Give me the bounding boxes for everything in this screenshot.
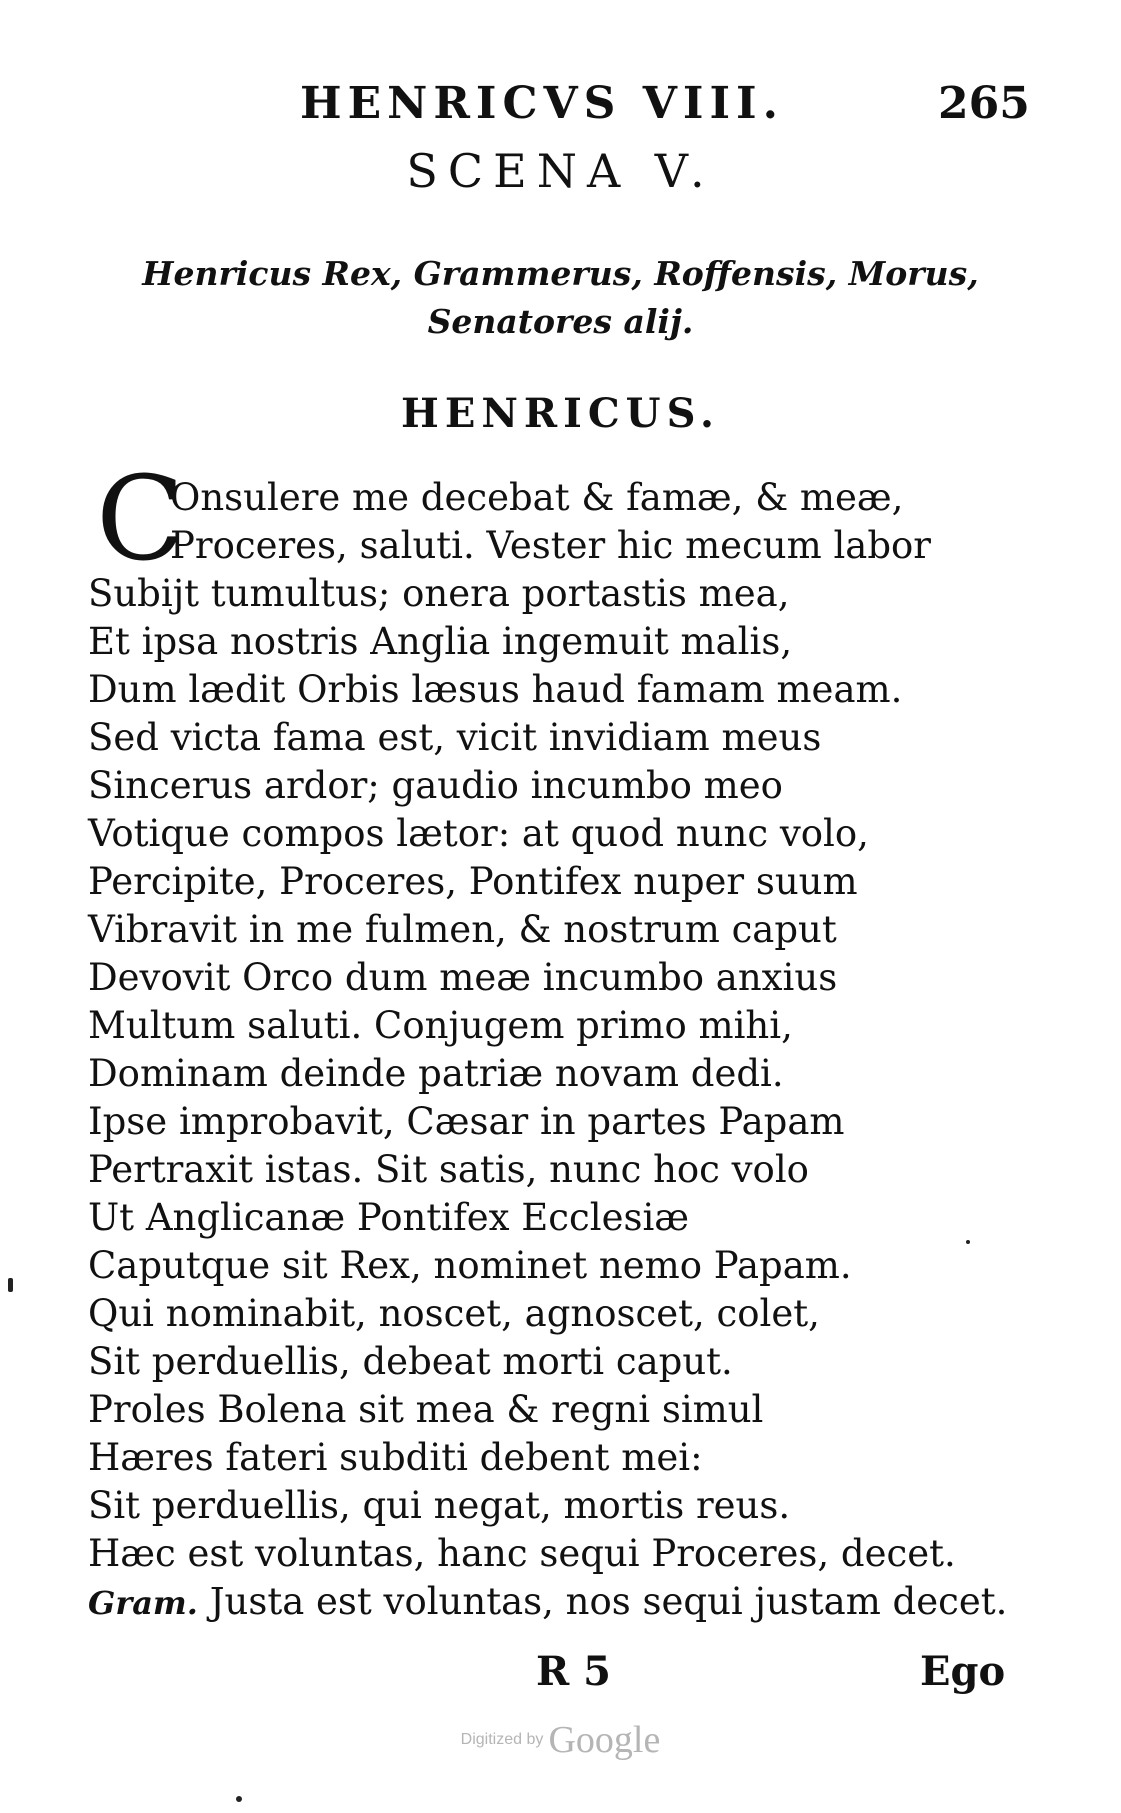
verse-line: Et ipsa nostris Anglia ingemuit malis, bbox=[88, 620, 793, 663]
verse-line: Ut Anglicanæ Pontifex Ecclesiæ bbox=[88, 1196, 690, 1239]
verse-line: Proceres, saluti. Vester hic mecum labor bbox=[170, 524, 931, 567]
page-number: 265 bbox=[938, 78, 1030, 129]
signature-mark: R 5 bbox=[536, 1648, 611, 1695]
reply-speaker: Gram. bbox=[88, 1584, 198, 1622]
verse-line: Multum saluti. Conjugem primo mihi, bbox=[88, 1004, 793, 1047]
verse-line: Percipite, Proceres, Pontifex nuper suum bbox=[88, 860, 858, 903]
drop-cap: C bbox=[96, 452, 185, 587]
watermark-prefix: Digitized by bbox=[460, 1731, 544, 1748]
verse-line: Dum lædit Orbis læsus haud famam meam. bbox=[88, 668, 903, 711]
verse-line: Pertraxit istas. Sit satis, nunc hoc volo bbox=[88, 1148, 809, 1191]
verse-line: Hæres fateri subditi debent mei: bbox=[88, 1436, 703, 1479]
scene-title: SCENA V. bbox=[406, 144, 715, 198]
verse-line: Onsulere me decebat & famæ, & meæ, bbox=[170, 476, 904, 519]
verse-line: Sincerus ardor; gaudio incumbo meo bbox=[88, 764, 783, 807]
verse-line: Proles Bolena sit mea & regni simul bbox=[88, 1388, 764, 1431]
verse-line: Sit perduellis, debeat morti caput. bbox=[88, 1340, 733, 1383]
dramatis-personae-line-1: Henricus Rex, Grammerus, Roffensis, Morus, bbox=[142, 254, 979, 293]
digitization-watermark bbox=[0, 1718, 1121, 1762]
verse-line: Devovit Orco dum meæ incumbo anxius bbox=[88, 956, 838, 999]
verse-line: Caputque sit Rex, nominet nemo Papam. bbox=[88, 1244, 852, 1287]
verse-line: Qui nominabit, noscet, agnoscet, colet, bbox=[88, 1292, 820, 1335]
verse-line: Sit perduellis, qui negat, mortis reus. bbox=[88, 1484, 791, 1527]
reply-text: Justa est voluntas, nos sequi justam decet. bbox=[209, 1580, 1008, 1623]
scan-speck bbox=[966, 1240, 970, 1244]
verse-line: Subijt tumultus; onera portastis mea, bbox=[88, 572, 790, 615]
verse-line: Hæc est voluntas, hanc sequi Proceres, decet. bbox=[88, 1532, 956, 1575]
running-head: HENRICVS VIII. bbox=[300, 78, 784, 129]
speaker-heading: HENRICUS. bbox=[401, 390, 720, 437]
reply-line bbox=[88, 1578, 1007, 1627]
verse-line: Votique compos lætor: at quod nunc volo, bbox=[88, 812, 869, 855]
scan-speck bbox=[8, 1278, 13, 1292]
verse-line: Sed victa fama est, vicit invidiam meus bbox=[88, 716, 822, 759]
verse-line: Vibravit in me fulmen, & nostrum caput bbox=[88, 908, 837, 951]
verse-line: Dominam deinde patriæ novam dedi. bbox=[88, 1052, 784, 1095]
verse-line: Ipse improbavit, Cæsar in partes Papam bbox=[88, 1100, 845, 1143]
dramatis-personae-line-2: Senatores alij. bbox=[427, 302, 694, 341]
catchword: Ego bbox=[920, 1648, 1006, 1695]
scan-speck bbox=[236, 1796, 242, 1802]
watermark-brand: Google bbox=[548, 1719, 661, 1761]
